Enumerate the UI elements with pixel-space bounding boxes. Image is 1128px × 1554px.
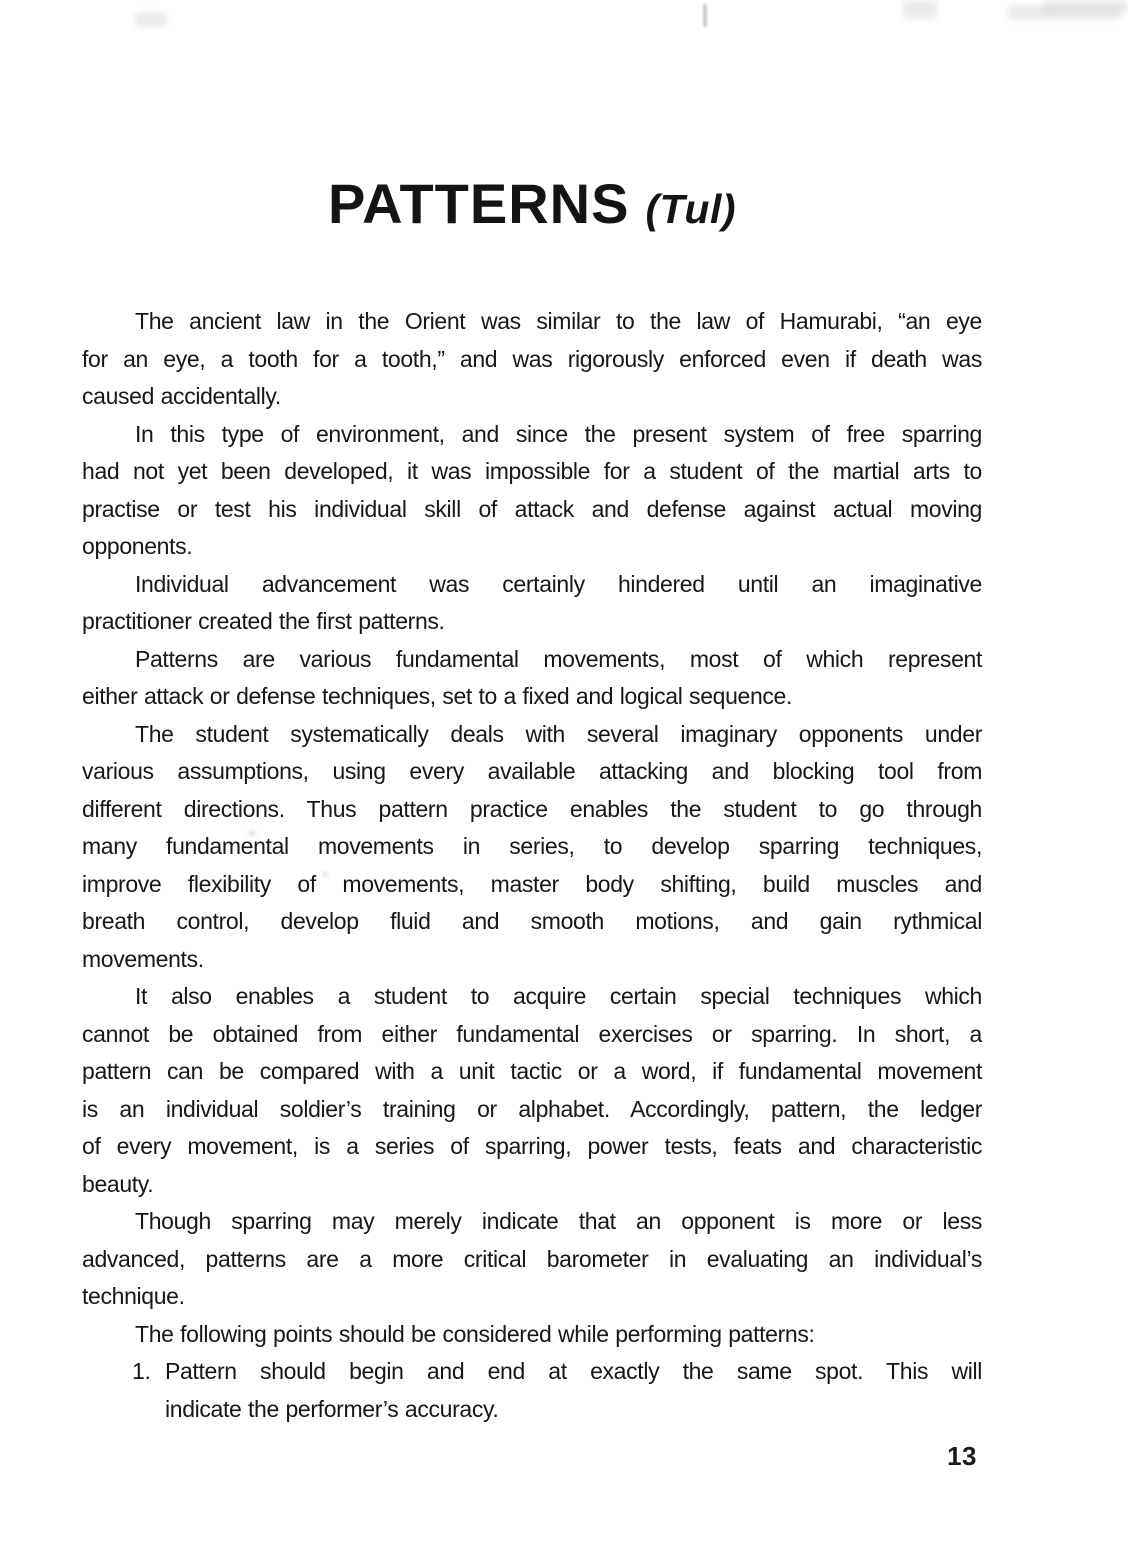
- text-line: different directions. Thus pattern practice enables the student to go through: [82, 795, 982, 822]
- text-line: movements.: [82, 945, 204, 972]
- paragraph-2: [82, 416, 982, 566]
- page-number: 13: [947, 1441, 977, 1471]
- title-main: PATTERNS: [327, 172, 630, 235]
- paragraph-7: [82, 1203, 982, 1316]
- text-line: Patterns are various fundamental movements, most of which represent: [135, 645, 982, 672]
- text-line: pattern can be compared with a unit tactic or a word, if fundamental movement: [82, 1058, 982, 1084]
- paragraph-4: [82, 641, 982, 716]
- paragraph-1: [82, 303, 982, 416]
- text-line: had not yet been developed, it was impossible for a student of the martial arts to: [82, 458, 982, 484]
- list-item-marker: 1.: [132, 1358, 151, 1384]
- scan-artifact: [903, 0, 937, 18]
- scan-artifact: [1042, 0, 1128, 14]
- text-line: Individual advancement was certainly hindered until an imaginative: [135, 570, 982, 597]
- text-line: It also enables a student to acquire certain special techniques which: [135, 983, 982, 1009]
- text-line: opponents.: [82, 533, 193, 559]
- text-line: of every movement, is a series of sparring, power tests, feats and characteristic: [82, 1133, 982, 1159]
- text-line: Pattern should begin and end at exactly the same spot. This will: [165, 1358, 982, 1384]
- scan-artifact: [135, 12, 167, 26]
- text-line: Though sparring may merely indicate that an opponent is more or less: [135, 1208, 982, 1234]
- text-line: advanced, patterns are a more critical barometer in evaluating an individual’s: [82, 1245, 982, 1272]
- page-title: [82, 168, 982, 248]
- text-line: cannot be obtained from either fundamental exercises or sparring. In short, a: [82, 1020, 982, 1047]
- text-line: various assumptions, using every available attacking and blocking tool from: [82, 758, 982, 784]
- text-line: caused accidentally.: [82, 383, 281, 409]
- paragraph-8: [82, 1316, 982, 1354]
- paragraph-3: [82, 566, 982, 641]
- text-line: The ancient law in the Orient was similar to the law of Hamurabi, “an eye: [135, 308, 982, 334]
- paragraph-6: [82, 978, 982, 1203]
- list-item: [82, 1353, 982, 1428]
- title-sub: (Tul): [645, 186, 737, 232]
- scan-artifact: [703, 4, 707, 27]
- list-item-text: [165, 1353, 982, 1428]
- text-line: practise or test his individual skill of attack and defense against actual moving: [82, 495, 982, 522]
- text-line: for an eye, a tooth for a tooth,” and was rigorously enforced even if death was: [82, 345, 982, 372]
- text-line: indicate the performer’s accuracy.: [165, 1395, 499, 1422]
- text-line: technique.: [82, 1283, 185, 1309]
- text-line: The following points should be considered while performing patterns:: [135, 1320, 815, 1347]
- paragraph-5: [82, 716, 982, 979]
- text-line: either attack or defense techniques, set to a fixed and logical sequence.: [82, 683, 793, 709]
- text-line: beauty.: [82, 1170, 154, 1197]
- text-line: is an individual soldier’s training or alphabet. Accordingly, pattern, the ledger: [82, 1095, 982, 1122]
- text-line: The student systematically deals with several imaginary opponents under: [135, 720, 982, 747]
- text-line: many fundamental movements in series, to develop sparring techniques,: [82, 833, 982, 859]
- text-line: improve flexibility of movements, master body shifting, build muscles and: [82, 870, 982, 897]
- text-line: In this type of environment, and since the present system of free sparring: [135, 420, 982, 447]
- text-line: practitioner created the first patterns.: [82, 608, 445, 634]
- text-line: breath control, develop fluid and smooth motions, and gain rythmical: [82, 908, 982, 934]
- body-text: [82, 303, 982, 1428]
